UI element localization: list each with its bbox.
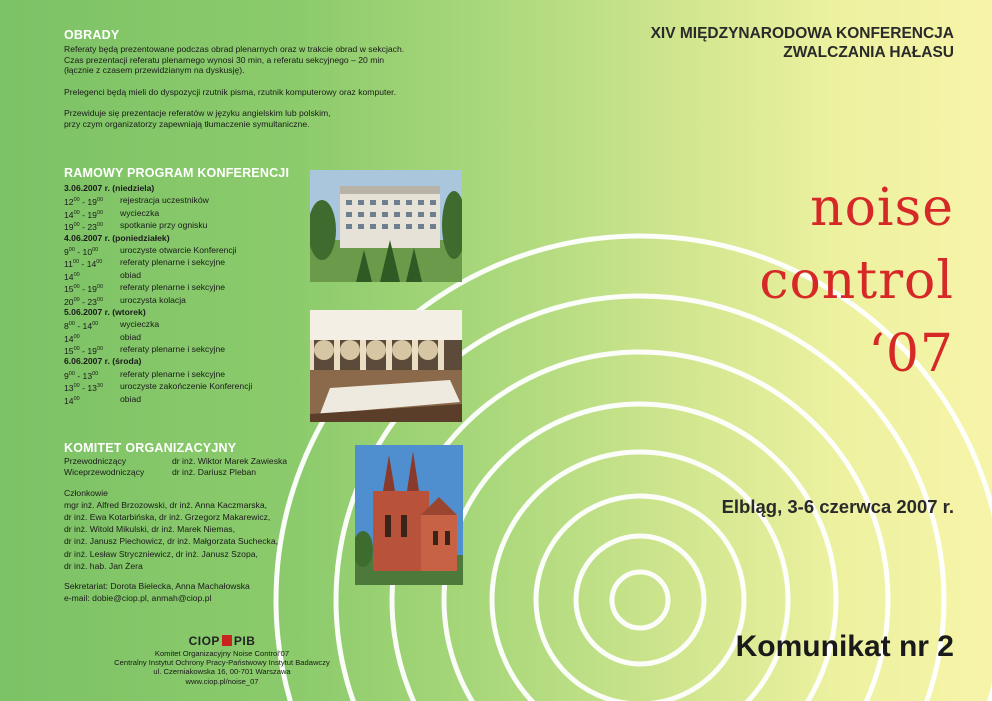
program-day-date: 4.06.2007 r. (poniedziałek) [64, 232, 170, 243]
program-item-text: obiad [120, 269, 142, 280]
program-day-date: 5.06.2007 r. (wtorek) [64, 306, 146, 317]
obrady-paragraph-1 [64, 44, 484, 76]
communique-label: Komunikat nr 2 [735, 630, 954, 663]
program-item [64, 294, 304, 306]
program-item-time [64, 194, 120, 206]
time-separator: - [74, 246, 83, 257]
time-part: 00 [73, 296, 80, 303]
program-title: RAMOWY PROGRAM KONFERENCJI [64, 166, 290, 180]
gothic-church-photo [355, 445, 463, 585]
program-item-time [64, 294, 120, 306]
committee-chair-row [64, 456, 354, 467]
time-part: 19 [87, 209, 97, 220]
program-item-text: wycieczka [120, 207, 160, 218]
time-part: 00 [73, 209, 80, 216]
vice-role: Wiceprzewodniczący [64, 466, 145, 477]
program-item [64, 343, 304, 355]
program-item-text: wycieczka [120, 319, 160, 330]
logo-word-noise: noise [810, 178, 954, 238]
time-part: 00 [96, 346, 104, 353]
program-item [64, 368, 304, 380]
program-item-text: obiad [120, 331, 142, 342]
member-line: dr inż. Janusz Piechowicz, dr inż. Małgorzata Suchecka, [64, 536, 278, 547]
program-item-text: referaty plenarne i sekcyjne [120, 368, 226, 379]
time-part: 00 [68, 246, 75, 253]
vice-name: dr inż. Dariusz Pleban [172, 466, 257, 477]
program-day-date: 6.06.2007 r. (środa) [64, 356, 142, 367]
program-item-time [64, 269, 120, 281]
program-item-text: rejestracja uczestników [120, 195, 209, 206]
secretariat: Sekretariat: Dorota Bielecka, Anna Machałowska [64, 581, 250, 591]
chair-name: dr inż. Wiktor Marek Zawieska [172, 456, 288, 466]
member-line: mgr inż. Alfred Brzozowski, dr inż. Anna Kaczmarska, [64, 499, 267, 510]
time-part: 00 [68, 321, 75, 328]
time-part: 00 [73, 284, 80, 291]
obrady-text-line: Prelegenci będą mieli do dyspozycji rzutnik pisma, rzutnik komputerowy oraz komputer. [64, 86, 396, 97]
ciop-pib-logo [64, 634, 380, 648]
time-part: 23 [87, 296, 97, 307]
obrady-text-line: Czas prezentacji referatu plenarnego wynosi 30 min, a referatu sekcyjnego – 20 min [64, 54, 385, 65]
member-line: dr inż. Ewa Kotarbińska, dr inż. Grzegorz Makarewicz, [64, 511, 271, 522]
time-part: 00 [73, 333, 80, 340]
program-item [64, 219, 304, 231]
program-item-text: uroczyste otwarcie Konferencji [120, 244, 237, 255]
obrady-text-line: Referaty będą prezentowane podczas obrad plenarnych oraz w trakcie obrad w sekcjach. [64, 44, 405, 54]
program-item-time [64, 318, 120, 330]
time-part: 13 [82, 370, 93, 381]
program-item [64, 269, 304, 281]
time-part: 10 [82, 246, 93, 257]
time-part: 00 [92, 370, 99, 377]
committee-vice-row [64, 467, 354, 478]
program-item-time [64, 393, 120, 405]
conference-title-line2: ZWALCZANIA HAŁASU [783, 44, 954, 61]
time-part: 20 [64, 296, 74, 307]
footer [64, 634, 380, 686]
obrady-paragraph-2 [64, 87, 484, 98]
time-part: 00 [73, 383, 80, 390]
program-item-text: uroczysta kolacja [120, 294, 186, 305]
obrady-section [64, 28, 484, 130]
program-item [64, 207, 304, 219]
program-item-text: obiad [120, 393, 142, 404]
ring-circle [576, 536, 704, 664]
program-list [64, 182, 304, 405]
time-part: 14 [86, 259, 97, 270]
program-day-date: 3.06.2007 r. (niedziela) [64, 183, 155, 193]
member-line: dr inż. Lesław Stryczniewicz, dr inż. Janusz Szopa, [64, 548, 258, 559]
program-item-text: referaty plenarne i sekcyjne [120, 344, 226, 355]
time-part: 19 [87, 283, 97, 294]
time-part: 00 [73, 197, 80, 204]
footer-line: Komitet Organizacyjny Noise Control’07 [154, 649, 290, 658]
event-place-date: Elbląg, 3-6 czerwca 2007 r. [721, 496, 954, 517]
members-list [64, 499, 354, 572]
contact-email: e-mail: dobie@ciop.pl, anmah@ciop.pl [64, 592, 212, 603]
obrady-text-line: przy czym organizatorzy zapewniają tłumaczenie symultaniczne. [64, 118, 310, 129]
time-separator: - [79, 259, 87, 270]
time-part: 00 [72, 259, 80, 266]
program-item [64, 281, 304, 293]
time-separator: - [79, 222, 88, 233]
time-separator: - [79, 209, 88, 220]
hotel-photo [310, 170, 462, 282]
footer-line: ul. Czerniakowska 16, 00-701 Warszawa [153, 667, 291, 677]
conference-hall-photo [310, 310, 462, 422]
member-line: dr inż. hab. Jan Żera [64, 560, 143, 571]
time-part: 13 [87, 383, 97, 394]
program-item-time [64, 256, 120, 268]
time-part: 14 [64, 271, 74, 282]
program-item-time [64, 281, 120, 293]
program-item-time [64, 331, 120, 343]
program-item-text: referaty plenarne i sekcyjne [120, 282, 226, 293]
program-item [64, 244, 304, 256]
chair-role: Przewodniczący [64, 456, 127, 466]
time-separator: - [74, 370, 83, 381]
time-part: 00 [73, 222, 80, 229]
program-item-time [64, 380, 120, 392]
logo-pib-text: PIB [233, 634, 256, 648]
time-part: 14 [64, 209, 74, 220]
time-separator: - [79, 296, 88, 307]
logo-word-control: control [759, 251, 954, 311]
committee-section [64, 441, 354, 603]
time-part: 19 [87, 197, 97, 208]
obrady-paragraph-3 [64, 108, 484, 129]
program-item [64, 393, 304, 405]
program-item [64, 256, 304, 268]
time-part: 14 [64, 333, 74, 344]
time-separator: - [79, 283, 88, 294]
time-part: 00 [73, 395, 80, 402]
program-item [64, 380, 304, 392]
program-item [64, 331, 304, 343]
time-part: 23 [87, 222, 97, 233]
ring-circle [612, 572, 668, 628]
time-part: 00 [73, 271, 80, 278]
time-part: 19 [87, 345, 97, 356]
logo-ciop-text: CIOP [188, 634, 220, 648]
footer-line: Centralny Instytut Ochrony Pracy-Państwowy Instytut Badawczy [114, 658, 330, 668]
time-part: 8 [64, 321, 69, 332]
time-part: 14 [64, 395, 74, 406]
program-item [64, 194, 304, 206]
program-item-text: spotkanie przy ognisku [120, 220, 208, 231]
time-part: 9 [64, 246, 69, 257]
program-item-time [64, 343, 120, 355]
time-part: 9 [64, 370, 69, 381]
logo-emblem-icon [222, 635, 232, 646]
obrady-text-line: (łącznie z czasem przewidzianym na dyskusję). [64, 65, 245, 76]
time-part: 00 [92, 246, 99, 253]
time-separator: - [79, 383, 88, 394]
conference-title-line1: XIV MIĘDZYNARODOWA KONFERENCJA [650, 25, 954, 42]
time-part: 00 [68, 370, 75, 377]
time-part: 15 [64, 345, 74, 356]
program-item-time [64, 244, 120, 256]
program-item-time [64, 207, 120, 219]
program-item-time [64, 219, 120, 231]
logo-word-year: ‘07 [868, 324, 954, 384]
obrady-text-line: Przewiduje się prezentacje referatów w języku angielskim lub polskim, [64, 108, 331, 119]
time-separator: - [74, 321, 83, 332]
program-item-text: uroczyste zakończenie Konferencji [120, 381, 253, 392]
footer-link[interactable]: www.ciop.pl/noise_07 [185, 676, 259, 686]
time-part: 00 [96, 222, 104, 229]
time-part: 00 [96, 197, 104, 204]
ring-circle [536, 496, 744, 701]
time-part: 15 [64, 283, 74, 294]
members-label: Członkowie [64, 488, 108, 499]
time-part: 00 [96, 259, 103, 266]
time-part: 00 [73, 346, 80, 353]
time-part: 19 [64, 222, 74, 233]
obrady-title: OBRADY [64, 28, 120, 42]
committee-title: KOMITET ORGANIZACYJNY [64, 441, 237, 455]
time-part: 00 [96, 209, 104, 216]
program-section [64, 166, 304, 405]
time-separator: - [79, 197, 88, 208]
time-part: 00 [96, 284, 104, 291]
time-part: 00 [96, 296, 104, 303]
time-part: 14 [82, 321, 93, 332]
time-part: 11 [64, 259, 73, 270]
program-item-time [64, 368, 120, 380]
time-part: 30 [96, 383, 104, 390]
time-part: 13 [64, 383, 74, 394]
time-separator: - [79, 345, 88, 356]
program-item [64, 318, 304, 330]
time-part: 00 [92, 321, 99, 328]
conference-title [651, 24, 954, 62]
program-item-text: referaty plenarne i sekcyjne [120, 257, 226, 268]
member-line: dr inż. Witold Mikulski, dr inż. Marek Niemas, [64, 524, 235, 535]
time-part: 12 [64, 197, 74, 208]
